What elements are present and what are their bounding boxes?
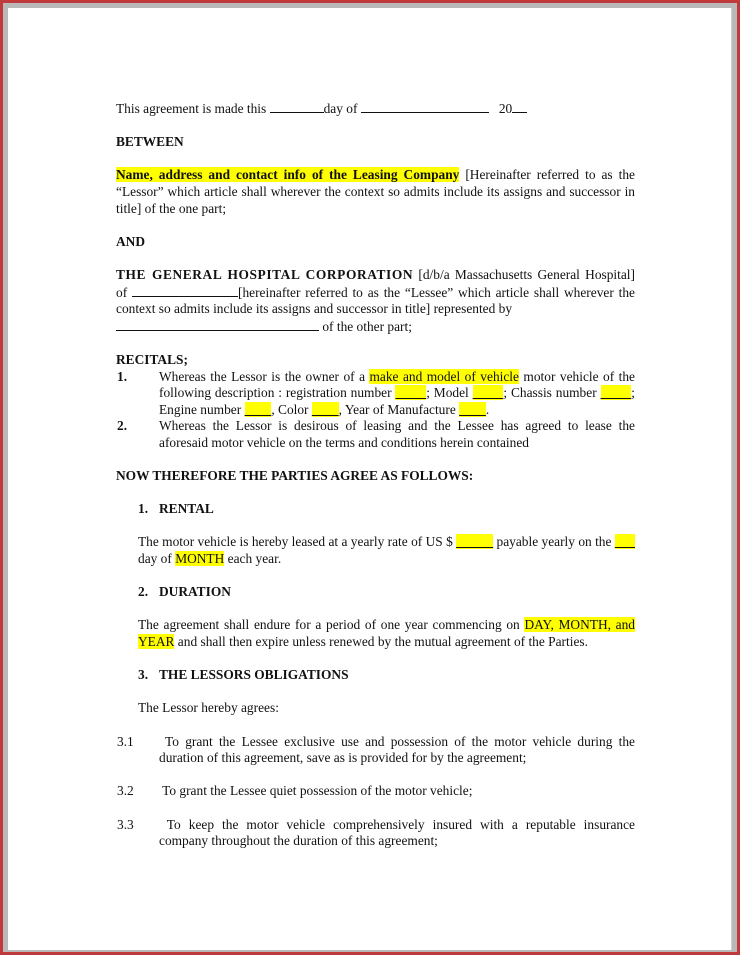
- recital-item: 2. Whereas the Lessor is desirous of leasing and the Lessee has agreed to lease the aforesaid motor vehicle on the terms and conditions herein contained: [117, 418, 635, 450]
- duration-paragraph: The agreement shall endure for a period of one year commencing on DAY, MONTH, and YEAR and shall then expire unless renewed by the mutual agreement of the Parties.: [138, 617, 635, 649]
- registration-blank[interactable]: [395, 385, 426, 400]
- and-heading: AND: [116, 233, 146, 249]
- manufacture-year-blank[interactable]: [459, 402, 486, 417]
- chassis-blank[interactable]: [601, 385, 632, 400]
- date-blank[interactable]: [270, 100, 324, 113]
- section-heading-rental: 1. RENTAL: [138, 501, 214, 517]
- representative-blank[interactable]: [116, 318, 319, 331]
- engine-blank[interactable]: [245, 402, 272, 417]
- obligations-intro: The Lessor hereby agrees:: [138, 700, 279, 716]
- rental-paragraph: The motor vehicle is hereby leased at a yearly rate of US $ payable yearly on the day of MONTH each year.: [116, 534, 635, 567]
- section-heading-duration: 2. DURATION: [138, 584, 231, 600]
- agreement-heading: NOW THEREFORE THE PARTIES AGREE AS FOLLOWS:: [116, 468, 474, 484]
- section-heading-obligations: 3. THE LESSORS OBLIGATIONS: [138, 667, 349, 683]
- obligation-item: 3.3 To keep the motor vehicle comprehensively insured with a reputable insurance company throughout the duration of this agreement;: [117, 816, 635, 849]
- lessee-name: THE GENERAL HOSPITAL CORPORATION: [116, 266, 414, 282]
- recitals-heading: RECITALS;: [116, 351, 188, 367]
- agreement-body: [116, 100, 635, 850]
- start-date-placeholder: DAY, MONTH, and YEAR: [138, 617, 635, 649]
- recital-item: 1. Whereas the Lessor is the owner of a make and model of vehicle motor vehicle of the following description : registration number ; Model ; Chassis number ; Engine number , Color , Year of Manufacture .: [117, 368, 636, 417]
- lessor-paragraph: Name, address and contact info of the Leasing Company [Hereinafter referred to as the “Lessor” which article shall wherever the context so admits include its assigns and successor in title] of the one part;: [116, 167, 635, 216]
- rate-blank[interactable]: [456, 534, 493, 549]
- agreement-date-line: This agreement is made this day of 20: [116, 100, 635, 118]
- document-page: [8, 8, 732, 950]
- lessee-address-blank[interactable]: [132, 284, 238, 297]
- vehicle-model-placeholder: make and model of vehicle: [369, 368, 519, 384]
- obligation-item: 3.2 To grant the Lessee quiet possession of the motor vehicle;: [117, 783, 473, 799]
- year-blank[interactable]: [512, 100, 527, 113]
- obligation-item: 3.1 To grant the Lessee exclusive use and possession of the motor vehicle during the duration of this agreement, save as is provided for by the agreement;: [117, 733, 635, 766]
- lessee-paragraph: THE GENERAL HOSPITAL CORPORATION [d/b/a Massachusetts General Hospital] of [hereinafter referred to as the “Lessee” which article shall wherever the context so admits include its assigns and successor in title] represented by of the other part;: [116, 266, 635, 334]
- month-placeholder: MONTH: [175, 551, 225, 567]
- between-heading: BETWEEN: [116, 134, 184, 150]
- color-blank[interactable]: [312, 402, 339, 417]
- month-blank[interactable]: [361, 100, 489, 113]
- model-blank[interactable]: [473, 385, 504, 400]
- lessor-name-placeholder: Name, address and contact info of the Leasing Company: [116, 167, 460, 183]
- day-blank[interactable]: [615, 534, 635, 549]
